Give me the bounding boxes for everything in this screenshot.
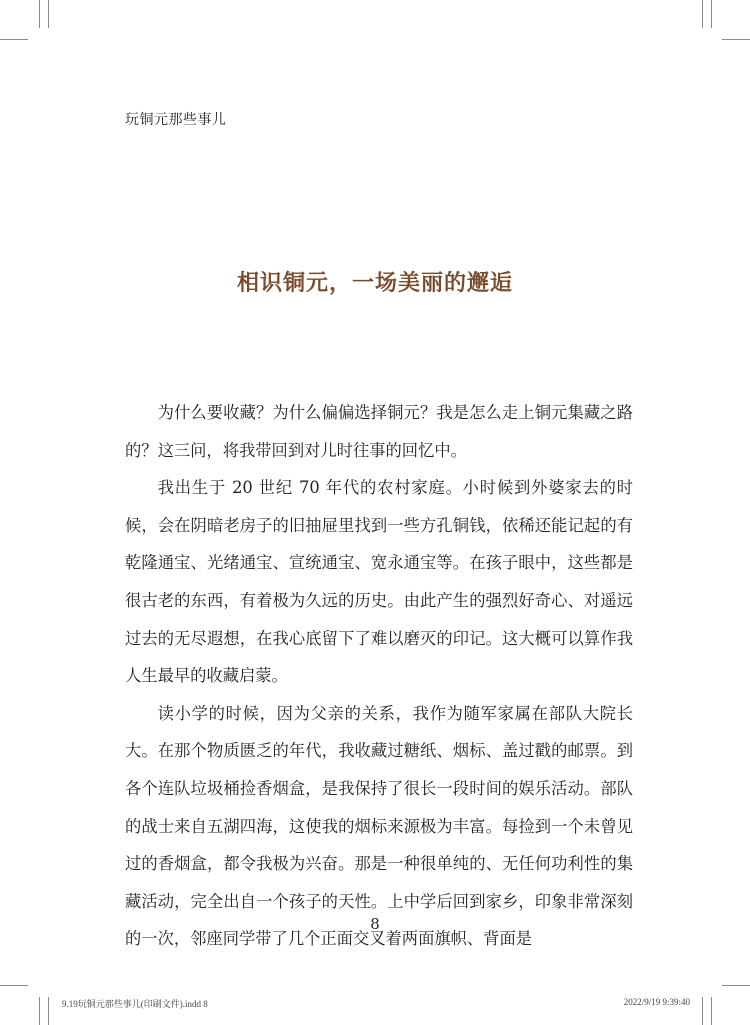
crop-mark [39, 0, 40, 28]
crop-mark [48, 0, 49, 28]
paragraph: 我出生于 20 世纪 70 年代的农村家庭。小时候到外婆家去的时候，会在阴暗老房子的旧抽屉里找到一些方孔铜钱，依稀还能记起的有乾隆通宝、光绪通宝、宣统通宝、宽永通宝等。在孩子眼中，这些都是很古老的东西，有着极为久远的历史。由此产生的强烈好奇心、对遥远过去的无尽遐想，在我心底留下了难以磨灭的印记。这大概可以算作我人生最早的收藏启蒙。 [125, 478, 633, 686]
running-header: 玩铜元那些事儿 [125, 112, 227, 128]
crop-mark [39, 997, 40, 1025]
crop-mark [702, 0, 703, 28]
crop-mark [48, 997, 49, 1025]
crop-mark [702, 997, 703, 1025]
paragraph: 读小学的时候，因为父亲的关系，我作为随军家属在部队大院长大。在那个物质匮乏的年代，我收藏过糖纸、烟标、盖过戳的邮票。到各个连队垃圾桶捡香烟盒，是我保持了很长一段时间的娱乐活动。部队的战士来自五湖四海，这使我的烟标来源极为丰富。每捡到一个未曾见过的香烟盒，都令我极为兴奋。那是一种很单纯的、无任何功利性的集藏活动，完全出自一个孩子的天性。上中学后回到家乡，印象非常深刻的一次，邻座同学带了几个正面交叉着两面旗帜、背面是 [125, 703, 633, 949]
crop-mark [722, 985, 750, 986]
paragraph: 为什么要收藏？为什么偏偏选择铜元？我是怎么走上铜元集藏之路的？这三问，将我带回到对儿时往事的回忆中。 [125, 403, 633, 460]
crop-mark [0, 985, 28, 986]
crop-mark [722, 39, 750, 40]
crop-mark [711, 0, 712, 28]
page-number: 8 [370, 915, 380, 933]
body-text [125, 394, 633, 958]
slug-filename: 9.19玩铜元那些事儿(印刷文件).indd 8 [62, 999, 208, 1009]
crop-mark [711, 997, 712, 1025]
crop-mark [0, 39, 28, 40]
chapter-title: 相识铜元，一场美丽的邂逅 [236, 270, 513, 296]
slug-timestamp: 2022/9/19 9:39:40 [623, 997, 690, 1007]
